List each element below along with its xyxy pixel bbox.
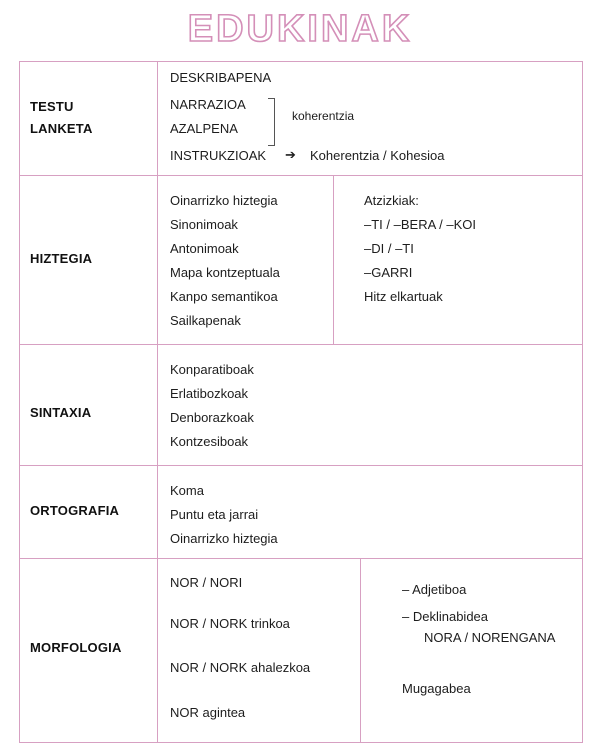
page-title: EDUKINAK: [187, 8, 413, 50]
list-item: INSTRUKZIOAK: [170, 148, 267, 163]
section-label-hiztegia: HIZTEGIA: [30, 251, 93, 266]
table-border-left: [19, 61, 20, 743]
section-label-lanketa: LANKETA: [30, 121, 93, 136]
row-divider: [19, 344, 583, 345]
list-item: Puntu eta jarrai: [170, 507, 259, 522]
list-item: Kanpo semantikoa: [170, 289, 278, 304]
table-border-right: [582, 61, 583, 743]
table-border-bottom: [19, 742, 583, 743]
section-label-ortografia: ORTOGRAFIA: [30, 503, 120, 518]
row-divider: [19, 175, 583, 176]
arrow-icon: ➔: [285, 147, 296, 162]
list-item: AZALPENA: [170, 121, 238, 136]
section-label-sintaxia: SINTAXIA: [30, 405, 92, 420]
arrow-note: Koherentzia / Kohesioa: [310, 148, 445, 163]
list-item: Konparatiboak: [170, 362, 254, 377]
list-item: Atzizkiak:: [364, 193, 419, 208]
row-divider: [19, 465, 583, 466]
list-item: NOR / NORI: [170, 575, 243, 590]
list-item: NOR agintea: [170, 705, 246, 720]
list-item: –TI / –BERA / –KOI: [364, 217, 476, 232]
list-item: –GARRI: [364, 265, 413, 280]
row-divider: [19, 558, 583, 559]
list-item: Mugagabea: [402, 681, 471, 696]
label-column-divider: [157, 61, 158, 743]
list-item: – Deklinabidea: [402, 609, 489, 624]
list-item: Koma: [170, 483, 204, 498]
section-label-morfologia: MORFOLOGIA: [30, 640, 122, 655]
list-item: NOR / NORK trinkoa: [170, 616, 290, 631]
list-item: Mapa kontzeptuala: [170, 265, 280, 280]
morfologia-column-divider: [360, 558, 361, 742]
table-border-top: [19, 61, 583, 62]
brace: [268, 98, 275, 146]
list-item: NARRAZIOA: [170, 97, 246, 112]
list-item: Kontzesiboak: [170, 434, 249, 449]
list-item: –DI / –TI: [364, 241, 414, 256]
list-item: – Adjetiboa: [402, 582, 467, 597]
list-item: DESKRIBAPENA: [170, 70, 272, 85]
list-item: NOR / NORK ahalezkoa: [170, 660, 311, 675]
brace-note: koherentzia: [292, 109, 355, 123]
list-item: Denborazkoak: [170, 410, 254, 425]
list-item: Hitz elkartuak: [364, 289, 443, 304]
hiztegia-column-divider: [333, 175, 334, 344]
list-item: NORA / NORENGANA: [424, 630, 556, 645]
list-item: Antonimoak: [170, 241, 239, 256]
section-label-testu: TESTU: [30, 99, 74, 114]
list-item: Sinonimoak: [170, 217, 238, 232]
list-item: Oinarrizko hiztegia: [170, 193, 278, 208]
list-item: Sailkapenak: [170, 313, 241, 328]
list-item: Erlatibozkoak: [170, 386, 249, 401]
list-item: Oinarrizko hiztegia: [170, 531, 278, 546]
